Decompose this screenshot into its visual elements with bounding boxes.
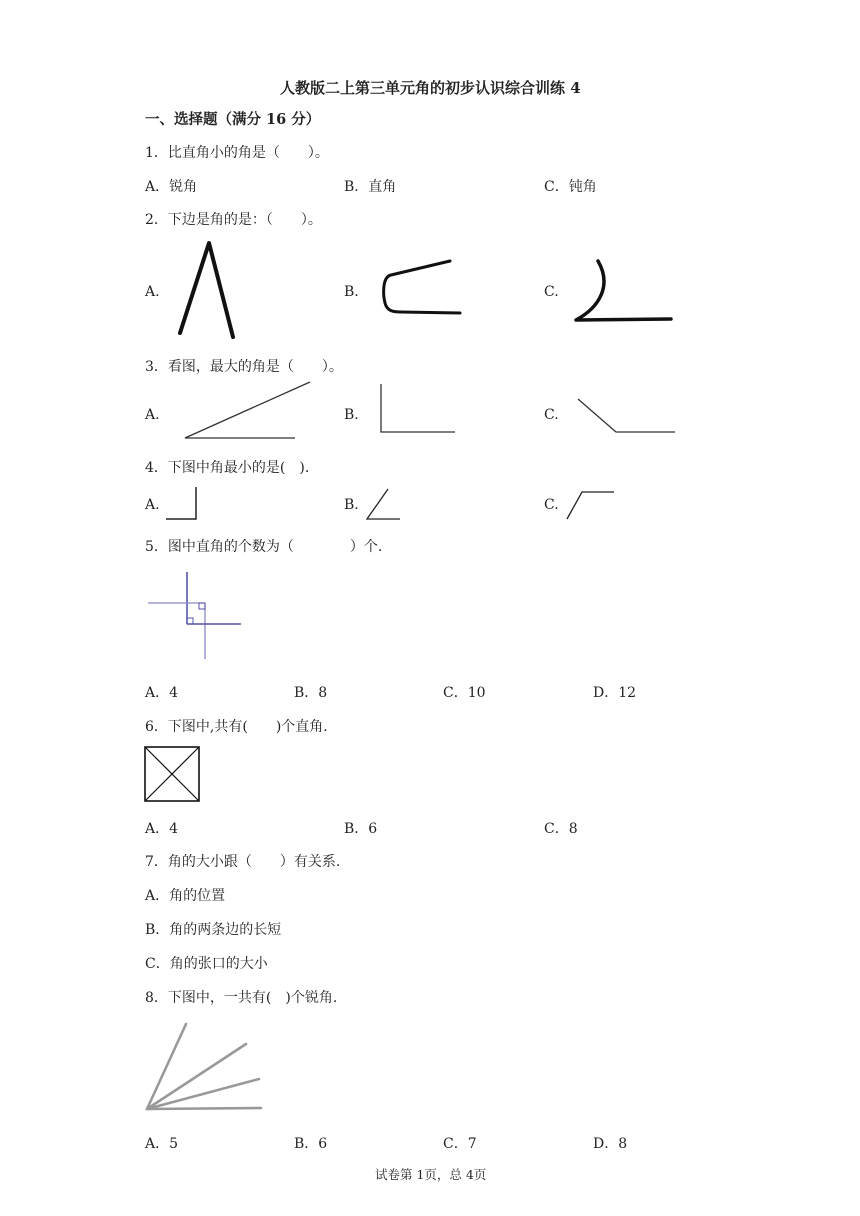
q4-figure-b xyxy=(362,484,404,524)
q3-figure-b xyxy=(376,380,461,438)
q7-option-b[interactable]: B．角的两条边的长短 xyxy=(145,922,282,938)
q2-figure-b xyxy=(375,255,475,320)
q3-figure-a xyxy=(180,378,315,443)
question-1: 1．比直角小的角是（ ）。 xyxy=(145,145,329,161)
q2-option-a[interactable]: A. xyxy=(145,284,160,300)
q2-option-c[interactable]: C. xyxy=(544,284,559,300)
q2-figure-c xyxy=(570,255,680,330)
q4-figure-a xyxy=(162,484,204,524)
page-title: 人教版二上第三单元角的初步认识综合训练 4 xyxy=(280,79,581,97)
question-3: 3．看图，最大的角是（ ）。 xyxy=(145,359,343,375)
question-8: 8．下图中，一共有( )个锐角. xyxy=(145,990,338,1006)
q3-option-c[interactable]: C. xyxy=(544,407,559,423)
question-7: 7．角的大小跟（ ）有关系. xyxy=(145,854,341,870)
q6-figure xyxy=(144,746,201,803)
question-5: 5．图中直角的个数为（ ）个. xyxy=(145,539,383,555)
q1-option-a[interactable]: A．锐角 xyxy=(145,179,198,195)
q2-figure-a xyxy=(170,235,250,345)
q3-figure-c xyxy=(574,395,679,437)
q7-option-a[interactable]: A．角的位置 xyxy=(145,888,226,904)
q5-option-b[interactable]: B．8 xyxy=(294,685,328,701)
page-footer: 试卷第 1页，总 4页 xyxy=(375,1167,487,1182)
q8-option-c[interactable]: C．7 xyxy=(443,1136,477,1152)
q6-option-a[interactable]: A．4 xyxy=(145,821,179,837)
q3-option-a[interactable]: A. xyxy=(145,407,160,423)
q3-option-b[interactable]: B. xyxy=(344,407,359,423)
q5-option-d[interactable]: D．12 xyxy=(593,685,637,701)
question-2: 2．下边是角的是：（ ）。 xyxy=(145,212,322,228)
q2-option-b[interactable]: B. xyxy=(344,284,359,300)
q4-option-b[interactable]: B. xyxy=(344,497,359,513)
q6-option-c[interactable]: C．8 xyxy=(544,821,578,837)
q7-option-c[interactable]: C．角的张口的大小 xyxy=(145,956,268,972)
q5-figure xyxy=(145,570,245,662)
q1-option-c[interactable]: C．钝角 xyxy=(544,179,597,195)
section-heading: 一、选择题（满分 16 分） xyxy=(145,111,321,128)
q8-option-d[interactable]: D．8 xyxy=(593,1136,628,1152)
q4-figure-c xyxy=(562,488,618,523)
q4-option-a[interactable]: A. xyxy=(145,497,160,513)
q1-option-b[interactable]: B．直角 xyxy=(344,179,397,195)
question-6: 6．下图中,共有( )个直角. xyxy=(145,719,328,735)
question-4: 4．下图中角最小的是( ). xyxy=(145,460,310,476)
q8-figure xyxy=(143,1020,268,1115)
q8-option-b[interactable]: B．6 xyxy=(294,1136,328,1152)
q6-option-b[interactable]: B．6 xyxy=(344,821,378,837)
q4-option-c[interactable]: C. xyxy=(544,497,559,513)
q5-option-c[interactable]: C．10 xyxy=(443,685,486,701)
q8-option-a[interactable]: A．5 xyxy=(145,1136,179,1152)
q5-option-a[interactable]: A．4 xyxy=(145,685,179,701)
